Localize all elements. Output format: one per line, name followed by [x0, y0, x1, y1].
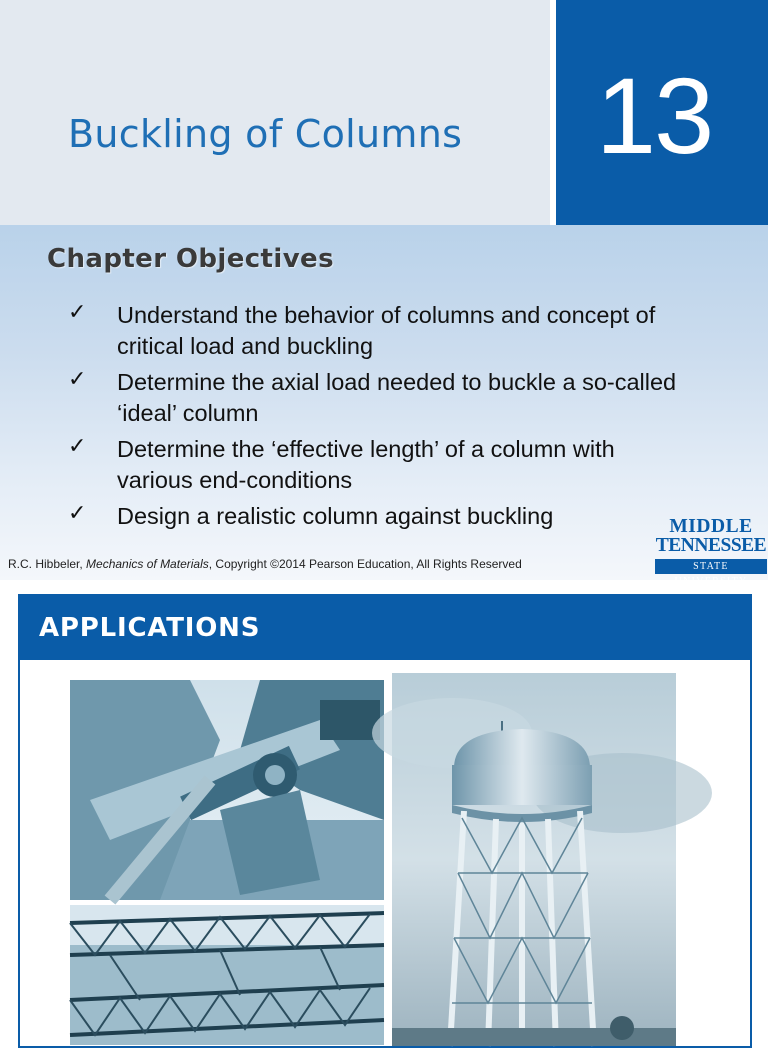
copyright-rest: , Copyright ©2014 Pearson Education, All Rights Reserved: [208, 557, 522, 571]
objective-text: [117, 367, 747, 429]
logo-line-tennessee: TENNESSEE: [655, 535, 767, 556]
objective-line: Understand the behavior of columns and concept of: [117, 302, 656, 328]
roof-truss-photo: [70, 905, 384, 1045]
check-mark-icon: ✓: [68, 367, 87, 392]
slide-applications: [0, 580, 768, 1024]
objective-text: [117, 300, 747, 362]
objective-text: [117, 501, 747, 532]
applications-frame: [18, 594, 752, 1048]
check-mark-icon: ✓: [68, 434, 87, 459]
objective-line: critical load and buckling: [117, 333, 374, 359]
logo-line-state-university: STATE: [655, 559, 767, 574]
crane-hydraulic-photo: [70, 680, 384, 900]
objective-line: Design a realistic column against buckling: [117, 503, 554, 529]
objective-line: various end-conditions: [117, 467, 353, 493]
objective-text: [117, 434, 747, 496]
mtsu-logo: [655, 517, 767, 575]
applications-heading: APPLICATIONS: [39, 613, 261, 643]
water-tower-photo: [392, 673, 676, 1046]
chapter-title: Buckling of Columns: [68, 112, 463, 156]
applications-header-bar: [20, 596, 750, 660]
copyright-book: Mechanics of Materials: [86, 557, 209, 571]
check-mark-icon: ✓: [68, 501, 87, 526]
objectives-heading: Chapter Objectives: [47, 244, 334, 274]
check-mark-icon: ✓: [68, 300, 87, 325]
logo-line-middle: MIDDLE: [669, 516, 753, 537]
objective-line: ‘ideal’ column: [117, 400, 259, 426]
objective-line: Determine the ‘effective length’ of a column with: [117, 436, 615, 462]
chapter-number: 13: [596, 55, 713, 176]
copyright-notice: [8, 557, 522, 571]
copyright-author: R.C. Hibbeler,: [8, 557, 87, 571]
objective-line: Determine the axial load needed to buckle a so-called: [117, 369, 677, 395]
